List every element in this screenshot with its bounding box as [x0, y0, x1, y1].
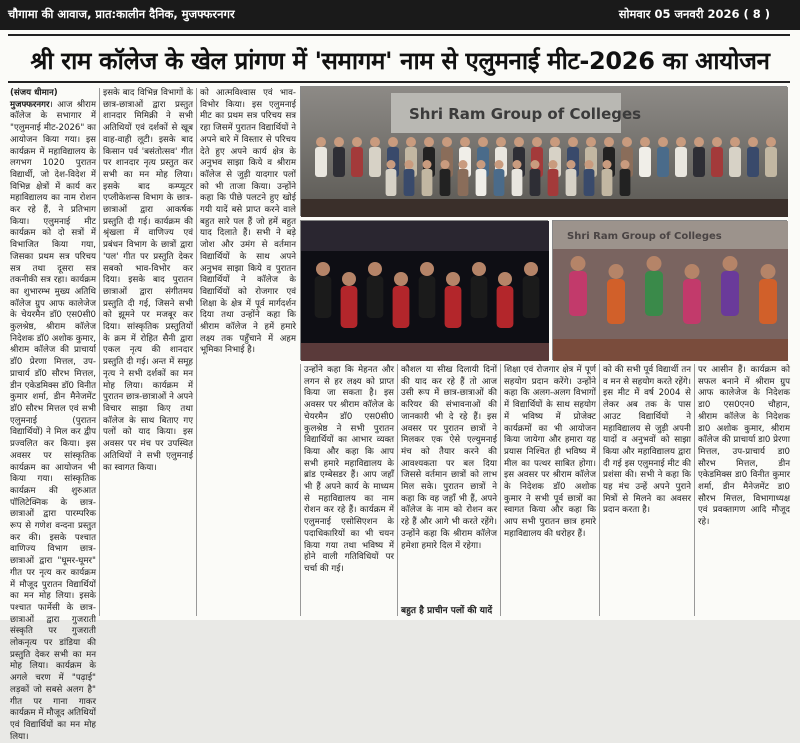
- article-column-8: [698, 365, 790, 528]
- masthead-bar: [0, 0, 800, 30]
- masthead-date: सोमवार 05 जनवरी 2026 ( 8 ): [618, 7, 770, 21]
- footer-fragment-text: बहुत है प्राचीन पलों की यादें: [401, 606, 493, 616]
- stage-banner-text: Shri Ram Group of Colleges: [409, 105, 642, 123]
- column-divider: [599, 364, 600, 616]
- column-5-text: कौशल या सीख दिलायी दिनों की याद कर रहे हैं तो आज उसी रूप में छात्र-छात्राओं की करियर की संभावनाओं की जानकारी भी दे रहे हैं। इस अवसर पर पुरातन छात्रों ने मिलकर एक ऐसे एल्युमनाई मंच को तैयार करने की आवश्यकता पर बल दिया जिससे वर्तमान छात्रों को लाभ मिल सके। पुरातन छात्रों ने कहा कि वह जहाँ भी हैं, अपने कॉलेज के नाम को रोशन कर रहे हैं और आगे भी करते रहेंगे। उन्होंने कहा कि श्रीराम कॉलेज हमेशा हमारे दिल में रहेगा।: [401, 365, 497, 551]
- column-6-text: शिक्षा एवं रोजगार क्षेत्र में पूर्ण सहयोग प्रदान करेंगे। उन्होंने कहा कि अलग-अलग विभागों में विद्यार्थियों के साथ सहयोग में भविष्य में प्रोजेक्ट कार्यक्रमों का भी आयोजन किया जायेगा और हमारा यह प्रयास निश्चित ही भविष्य में मील का पत्थर साबित होगा। इस अवसर पर श्रीराम कॉलेज के निदेशक डॉ0 अशोक कुमार ने सभी पूर्व छात्रों का स्वागत किया और कहा कि आप सभी पुरातन छात्र हमारे महाविद्यालय की धरोहर हैं।: [504, 365, 596, 539]
- article-column-4: [304, 365, 394, 618]
- dateline: मुजफ्फरनगर: [10, 99, 50, 110]
- byline: (संजय धीमान): [10, 88, 58, 98]
- article-column-6: [504, 365, 596, 618]
- group-photo-image: [301, 87, 788, 217]
- column-7-text: को की सभी पूर्व विद्यार्थी तन व मन से सहयोग करते रहेंगे। इस मीट में वर्ष 2004 से लेकर अब तक के पास आउट विद्यार्थियों ने महाविद्यालय से जुड़ी अपनी यादों व अनुभवों को साझा किया और महाविद्यालय द्वारा दी गई इस एलुमनाई मीट की प्रशंसा की। सभी ने कहा कि यह मंच उन्हें अपने पुराने मित्रों से मिलने का अवसर प्रदान करता है।: [603, 365, 691, 516]
- column-1-text: [10, 100, 96, 743]
- footer-fragment: [401, 606, 541, 620]
- article-column-2: [103, 88, 193, 618]
- column-8-text: पर आसीन हैं। कार्यक्रम को सफल बनाने में श्रीराम ग्रुप आफ कालेजेज के निदेशक डा0 एस0एन0 चौहान, श्रीराम कॉलेज के निदेशक डा0 अशोक कुमार, श्रीराम कॉलेज की प्राचार्या डा0 प्रेरणा मित्तल, उप-प्राचार्य डा0 सौरभ मित्तल, डीन एकेडमिक्स डा0 विनीत कुमार शर्मा, डीन मैनेजमेंट डा0 सौरभ मित्तल, विभागाध्यक्ष एवं प्रवक्तागण आदि मौजूद रहे।: [698, 365, 790, 528]
- alumni-group-photo: [300, 86, 787, 216]
- dance-photo-2-image: [553, 221, 788, 361]
- column-divider: [397, 364, 398, 616]
- column-divider: [300, 364, 301, 616]
- column-divider: [196, 88, 197, 616]
- column-3-text: को आत्मविश्वास एवं भाव-विभोर किया। इस एलुमनाई मीट का प्रथम सत्र परिचय सत्र रहा जिसमें पुरातन विद्यार्थियों ने अपने बारे में विस्तार से परिचय देते हुए अपने कार्य क्षेत्र के अनुभव साझा किये व श्रीराम कॉलेज से जुड़ी यादगार पलों को भी ताजा किया। उन्होंने कहा कि पीछे पलटने हुए खोई गयी यादें बसे प्राप्त करने वाले बहुत सारे पल हैं जो हमें बहुत याद दिलाते हैं। सभी ने बड़े जोश और उमंग से वर्तमान विद्यार्थियों के साथ अपने अनुभव साझा किये व पुरातन विद्यार्थियों ने कॉलेज के विद्यार्थियों को रोजगार एवं शिक्षा के क्षेत्र में पूर्व मार्गदर्शन दिया तथा उन्होंने कहा कि श्रीराम कॉलेज ने हमें हमारे लक्ष्य तक पहुँचाने में अहम भूमिका निभाई है।: [200, 88, 296, 356]
- column-divider: [99, 88, 100, 616]
- column-2-text: इसके बाद विभिन्न विभागों के छात्र-छात्राओं द्वारा प्रस्तुत शानदार मिमिक्री ने सभी अतिथियों एवं दर्शकों से खूब वाह-वाही लूटी। इसके बाद किसान पर्व 'बसंतोत्सव' गीत पर शानदार नृत्य प्रस्तुत कर सभी का मन मोह लिया। इसके बाद कम्प्यूटर एप्लीकेशन्स विभाग के छात्र-छात्राओं द्वारा आकर्षक प्रस्तुति दी गई। कार्यक्रम की श्रृंखला में वाणिज्य एवं प्रबंधन विभाग के छात्रों द्वारा 'पल' गीत पर प्रस्तुति देकर सबको भाव-विभोर कर दिया। इसके बाद पुरातन छात्राओं द्वारा संगीतमय प्रस्तुति दी गई, जिसने सभी को झूमने पर मजबूर कर दिया। सांस्कृतिक प्रस्तुतियों के क्रम में रोहित सैनी द्वारा एकल नृत्य की शानदार प्रस्तुति दी गई। अन्त में समूह नृत्य ने सभी दर्शकों का मन मोह लिया। कार्यक्रम में पुरातन छात्र-छात्राओं ने अपने विचार साझा किए तथा कॉलेज के साथ बिताए गए पलों को याद किया। इस अवसर पर मंच पर उपस्थित अतिथियों ने सभी एलुमनाई का स्वागत किया।: [103, 88, 193, 473]
- column-1-body: । आज श्रीराम कॉलेज के सभागार में "एलुमनाई मीट-2026" का आयोजन किया गया। इस कार्यक्रम में महाविद्यालय के लगभग 1020 पुरातन विद्यार्थी, जो देश-विदेश में विभिन्न क्षेत्रों में कार्य कर महाविद्यालय का नाम रोशन कर रहे हैं, ने प्रतिभाग किया। एलुमनाई मीट कार्यक्रम को दो सत्रों में विभाजित किया गया, जिसका प्रथम सत्र परिचय सत्र तथा दूसरा सत्र तकनीकी सत्र रहा। कार्यक्रम का शुभारम्भ मुख्य अतिथि कॉलेज ग्रुप आफ कालेजेज के चेयरमैन डॉ0 एस0सी0 कुलश्रेष्ठ, श्रीराम कॉलेज निदेशक डॉ0 अशोक कुमार, श्रीराम कॉलेज की प्राचार्या डॉ0 प्रेरणा मित्तल, उप-प्राचार्य डॉ0 सौरभ मित्तल, डीन एकेडमिक्स डॉ0 विनीत कुमार शर्मा, डीन मैनेजमेंट डॉ0 सौरभ मित्तल एवं सभी एलुमनाई (पुरातन विद्यार्थियों) ने मिल कर द्वीप प्रज्वलित कर किया। इस अवसर पर सांस्कृतिक कार्यक्रम का आयोजन भी किया गया। सांस्कृतिक कार्यक्रम की शुरुआत पॉलिटेक्निक के छात्र-छात्राओं द्वारा पारम्परिक रूप से गणेश वन्दना प्रस्तुत कर की। इसके पश्चात वाणिज्य विभाग छात्र-छात्राओं द्वारा "घूमर-घूमर" गीत पर नृत्य कर कार्यक्रम में मौजूद पुरातन विद्यार्थियों का मन मोह लिया। इसके पश्चात फार्मेसी के छात्र-छात्राओं द्वारा गुजराती संस्कृति पर गुजराती लोकनृत्य पर डांडिया की प्रस्तुति देकर सभी का मन मोह लिया। कार्यक्रम के अगले चरण में "पढ़ाई" लड़कों जो सबसे अलग है" गीत पर गाना गाकर कार्यक्रम में मौजूद अतिथियों एवं विद्यार्थियों का मन मोह लिया।: [10, 99, 96, 742]
- headline: श्री राम कॉलेज के खेल प्रांगण में 'समागम' नाम से एलुमनाई मीट-2026 का आयोजन: [30, 47, 770, 75]
- article-column-3: [200, 88, 296, 618]
- headline-rule: [8, 81, 790, 83]
- top-rule: [8, 34, 790, 36]
- article-column-1: [10, 88, 96, 742]
- article-column-5: [401, 365, 497, 605]
- column-divider: [694, 364, 695, 616]
- column-4-text: उन्होंने कहा कि मेहनत और लगन से हर लक्ष्य को प्राप्त किया जा सकता है। इस अवसर पर श्रीराम कॉलेज के चेयरमैन डॉ0 एस0सी0 कुलश्रेष्ठ ने सभी पुरातन विद्यार्थियों का आभार व्यक्त किया और कहा कि आप सभी हमारे महाविद्यालय के ब्रांड एम्बेसडर हैं। आप जहाँ भी हैं अपने कार्य के माध्यम से महाविद्यालय का नाम रोशन कर रहे हैं। कार्यक्रम में एलुमनाई एसोसिएशन के पदाधिकारियों का भी चयन किया गया तथा भविष्य में होने वाली गतिविधियों पर चर्चा की गई।: [304, 365, 394, 574]
- masthead-left: चौगामा की आवाज, प्रात:कालीन दैनिक, मुजफ्फरनगर: [8, 7, 235, 21]
- dance-performance-photo-1: [300, 220, 548, 360]
- stage-banner-text-2: Shri Ram Group of Colleges: [567, 231, 722, 242]
- column-divider: [500, 364, 501, 616]
- article-column-7: [603, 365, 691, 618]
- dance-performance-photo-2: [552, 220, 787, 360]
- dance-photo-1-image: [301, 221, 549, 361]
